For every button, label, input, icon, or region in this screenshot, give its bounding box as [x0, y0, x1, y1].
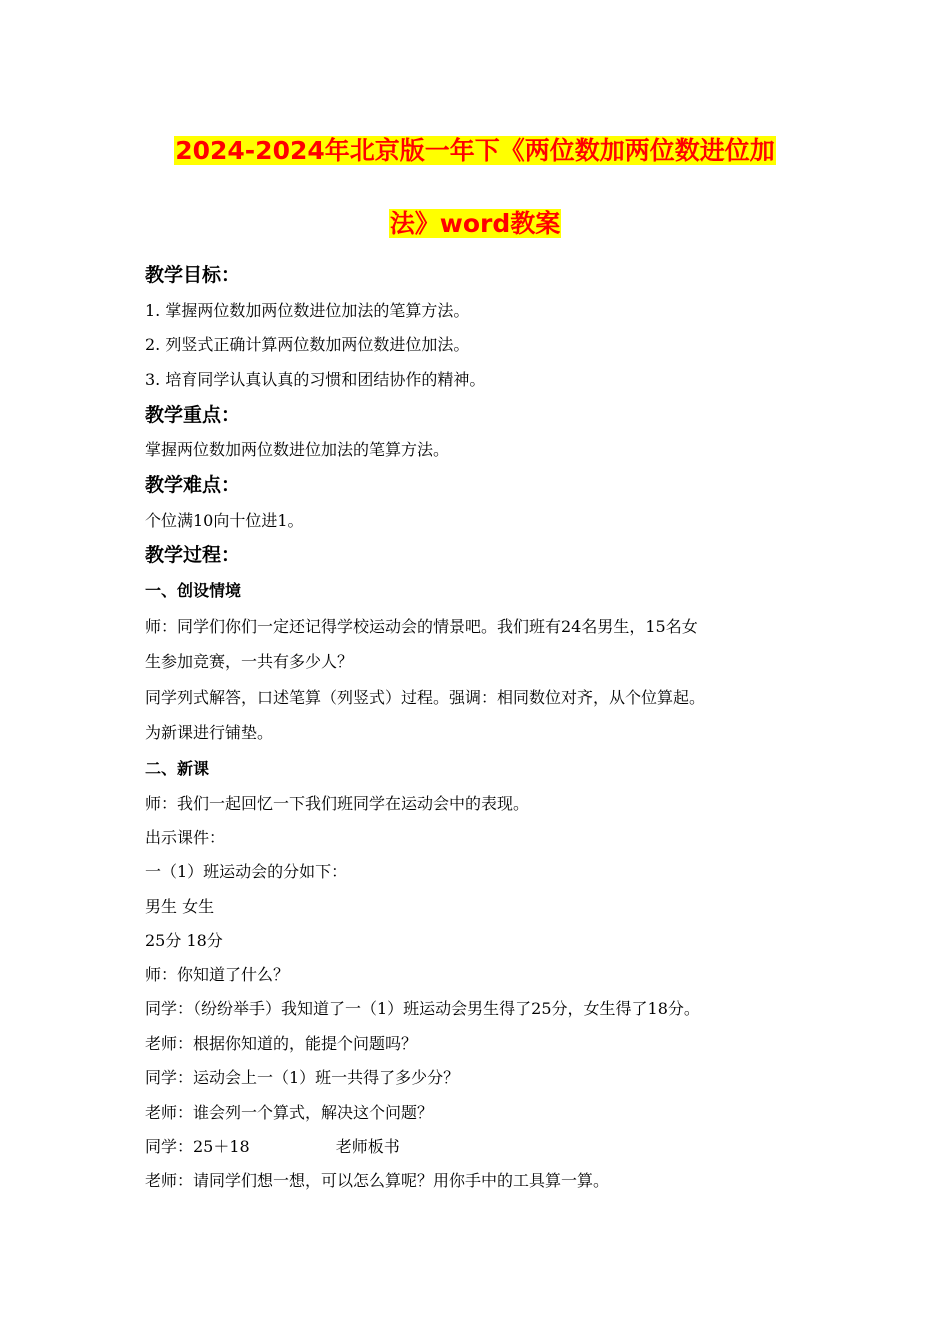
paragraph-line: 男生 女生	[145, 897, 215, 916]
paragraph-line: 师：你知道了什么？	[145, 965, 290, 984]
objective-item: 2. 列竖式正确计算两位数加两位数进位加法。	[145, 335, 470, 354]
key-points-heading: 教学重点：	[145, 404, 241, 426]
paragraph-line	[145, 1135, 400, 1159]
paragraph-line: 老师：根据你知道的，能提个问题吗？	[145, 1034, 418, 1053]
paragraph-line: 25分 18分	[145, 931, 223, 950]
objective-item: 1. 掌握两位数加两位数进位加法的笔算方法。	[145, 301, 470, 320]
difficulty-heading: 教学难点：	[145, 474, 241, 496]
document-title-line-2: 法》word教案	[389, 209, 561, 238]
paragraph-line: 师：我们一起回忆一下我们班同学在运动会中的表现。	[145, 794, 530, 813]
paragraph-line: 师：同学们你们一定还记得学校运动会的情景吧。我们班有24名男生，15名女	[145, 617, 698, 636]
paragraph-line: 生参加竞赛，一共有多少人？	[145, 652, 354, 671]
process-heading: 教学过程：	[145, 544, 241, 566]
paragraph-line: 出示课件：	[145, 828, 226, 847]
teacher-note: 老师板书	[335, 1137, 400, 1156]
paragraph-line: 同学：（纷纷举手）我知道了一（1）班运动会男生得了25分，女生得了18分。	[145, 999, 700, 1018]
paragraph-line: 一（1）班运动会的分如下：	[145, 862, 348, 881]
objective-item: 3. 培育同学认真认真的习惯和团结协作的精神。	[145, 370, 486, 389]
part2-heading: 二、新课	[145, 759, 210, 778]
paragraph-line: 老师：谁会列一个算式，解决这个问题？	[145, 1103, 434, 1122]
student-answer: 同学：25＋18	[145, 1137, 250, 1156]
paragraph-line: 同学列式解答，口述笔算（列竖式）过程。强调：相同数位对齐，从个位算起。	[145, 688, 706, 707]
difficulty-text: 个位满10向十位进1。	[145, 511, 304, 530]
document-title-line-1: 2024-2024年北京版一年下《两位数加两位数进位加	[175, 136, 775, 165]
paragraph-line: 为新课进行铺垫。	[145, 723, 274, 742]
key-points-text: 掌握两位数加两位数进位加法的笔算方法。	[145, 440, 450, 459]
paragraph-line: 同学：运动会上一（1）班一共得了多少分？	[145, 1068, 460, 1087]
paragraph-line: 老师：请同学们想一想，可以怎么算呢？用你手中的工具算一算。	[145, 1171, 610, 1190]
objectives-heading: 教学目标：	[145, 264, 241, 286]
part1-heading: 一、创设情境	[145, 581, 242, 600]
